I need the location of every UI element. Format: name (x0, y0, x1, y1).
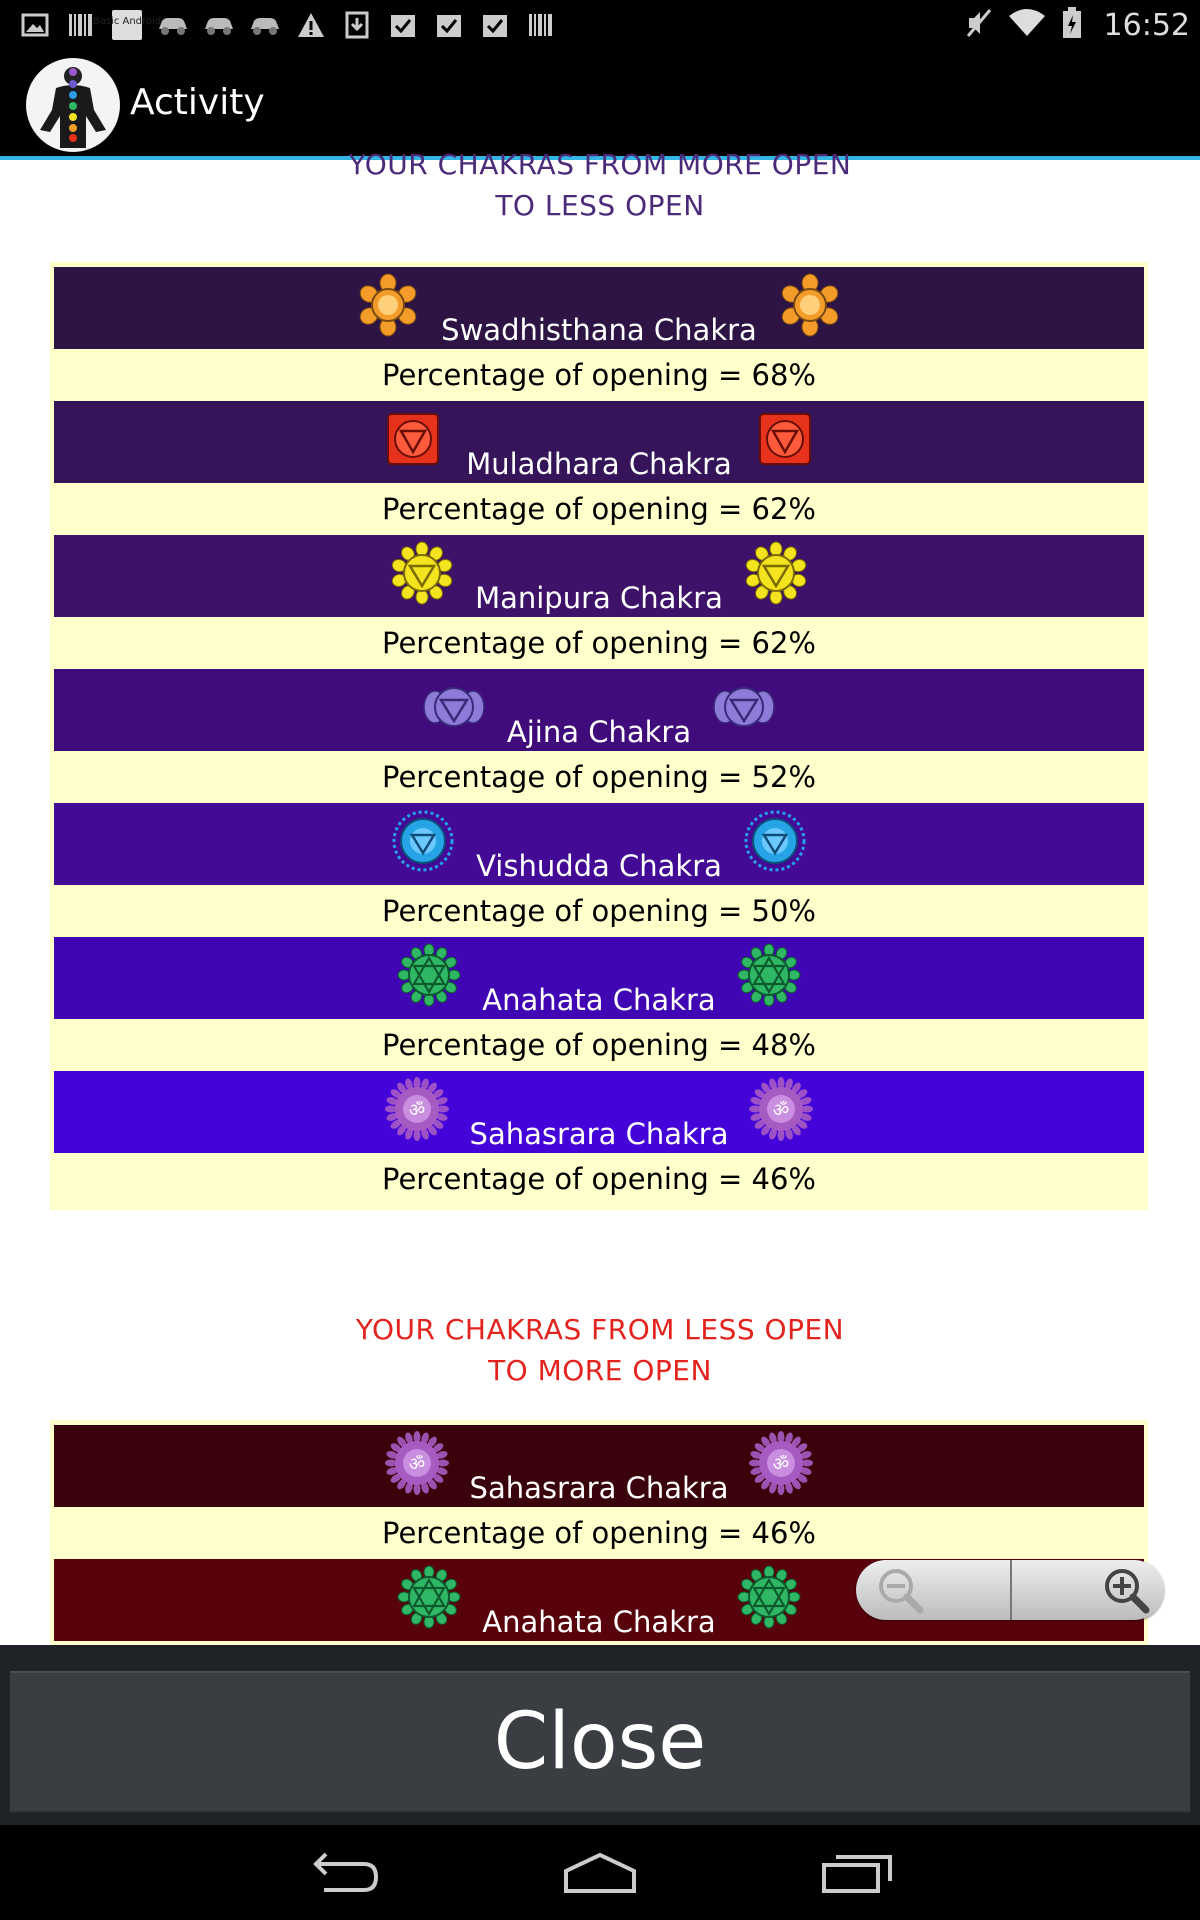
chakra-row (54, 267, 1144, 349)
zoom-out-icon (874, 1564, 926, 1616)
battery-icon (1062, 7, 1082, 43)
chakra-percentage: Percentage of opening = 50% (382, 894, 816, 928)
chakra-name: Swadhisthana Chakra (441, 313, 757, 347)
chakra-name: Sahasrara Chakra (469, 1117, 729, 1151)
chakra-percentage: Percentage of opening = 48% (382, 1028, 816, 1062)
muladhara-symbol-icon (382, 408, 444, 470)
car-icon (204, 10, 234, 40)
vishuddha-symbol-icon (392, 810, 454, 872)
heading-line-2: TO MORE OPEN (488, 1354, 712, 1387)
heading-line-2: TO LESS OPEN (495, 189, 705, 222)
chakra-name: Vishudda Chakra (476, 849, 722, 883)
home-icon[interactable] (560, 1847, 640, 1897)
sahasrara-symbol-icon (386, 1078, 448, 1140)
chakra-row (54, 1071, 1144, 1153)
chakra-percentage: Percentage of opening = 62% (382, 626, 816, 660)
chakra-body-logo[interactable] (26, 58, 120, 152)
wifi-icon (1008, 8, 1046, 42)
mute-icon (966, 8, 992, 42)
check-icon (480, 10, 510, 40)
app-title: Activity (130, 82, 265, 123)
sahasrara-symbol-icon (386, 1432, 448, 1494)
chakra-name: Sahasrara Chakra (469, 1471, 729, 1505)
chakra-name: Manipura Chakra (475, 581, 723, 615)
close-bar (0, 1645, 1200, 1825)
download-icon (342, 10, 372, 40)
section-heading-more-open (0, 144, 1200, 226)
svg-text:ॐ: ॐ (408, 1100, 425, 1121)
manipura-symbol-icon (391, 542, 453, 604)
chakra-name: Anahata Chakra (482, 983, 716, 1017)
status-bar (0, 0, 1200, 50)
check-icon (388, 10, 418, 40)
warning-icon (296, 10, 326, 40)
close-button[interactable]: Close (10, 1671, 1190, 1813)
chakra-table-more-open (50, 262, 1148, 1210)
svg-text:ॐ: ॐ (773, 1100, 790, 1121)
anahata-symbol-icon (398, 1566, 460, 1628)
results-content[interactable] (0, 148, 1200, 1645)
heading-line-1: YOUR CHAKRAS FROM LESS OPEN (355, 1313, 845, 1346)
car-icon (250, 10, 280, 40)
ajna-symbol-icon (423, 676, 485, 738)
navigation-bar (0, 1825, 1200, 1920)
zoom-out-button[interactable] (856, 1560, 1010, 1620)
chakra-percentage: Percentage of opening = 46% (382, 1516, 816, 1550)
anahata-symbol-icon (738, 1566, 800, 1628)
back-icon[interactable] (304, 1847, 384, 1897)
vishuddha-symbol-icon (744, 810, 806, 872)
chakra-row (54, 669, 1144, 751)
recents-icon[interactable] (818, 1847, 898, 1897)
sahasrara-symbol-icon (750, 1078, 812, 1140)
chakra-row (54, 535, 1144, 617)
barcode-icon (66, 10, 96, 40)
chakra-percentage: Percentage of opening = 62% (382, 492, 816, 526)
status-right (966, 0, 1190, 50)
ajna-symbol-icon (713, 676, 775, 738)
chakra-row (54, 401, 1144, 483)
chakra-name: Anahata Chakra (482, 1605, 716, 1639)
zoom-controls (856, 1560, 1164, 1620)
status-clock: 16:52 (1103, 7, 1190, 43)
chakra-row (54, 1425, 1144, 1507)
chakra-row (54, 803, 1144, 885)
zoom-in-button[interactable] (1010, 1560, 1164, 1620)
check-icon (434, 10, 464, 40)
chakra-percentage: Percentage of opening = 46% (382, 1162, 816, 1196)
muladhara-symbol-icon (754, 408, 816, 470)
anahata-symbol-icon (738, 944, 800, 1006)
anahata-symbol-icon (398, 944, 460, 1006)
chakra-name: Ajina Chakra (506, 715, 692, 749)
gallery-icon (20, 10, 50, 40)
basic-android-icon (92, 10, 162, 40)
chakra-percentage: Percentage of opening = 68% (382, 358, 816, 392)
barcode-icon (526, 10, 556, 40)
svg-text:ॐ: ॐ (773, 1454, 790, 1475)
zoom-in-icon (1100, 1564, 1152, 1616)
chakra-row (54, 937, 1144, 1019)
section-heading-less-open (0, 1309, 1200, 1391)
swadhisthana-symbol-icon (357, 274, 419, 336)
manipura-symbol-icon (745, 542, 807, 604)
basic-android-label: Basic Android (92, 16, 162, 27)
chakra-percentage: Percentage of opening = 52% (382, 760, 816, 794)
swadhisthana-symbol-icon (779, 274, 841, 336)
sahasrara-symbol-icon (750, 1432, 812, 1494)
car-icon (158, 10, 188, 40)
svg-text:ॐ: ॐ (408, 1454, 425, 1475)
notification-icons (20, 8, 556, 42)
heading-line-1: YOUR CHAKRAS FROM MORE OPEN (348, 148, 852, 181)
chakra-name: Muladhara Chakra (466, 447, 732, 481)
